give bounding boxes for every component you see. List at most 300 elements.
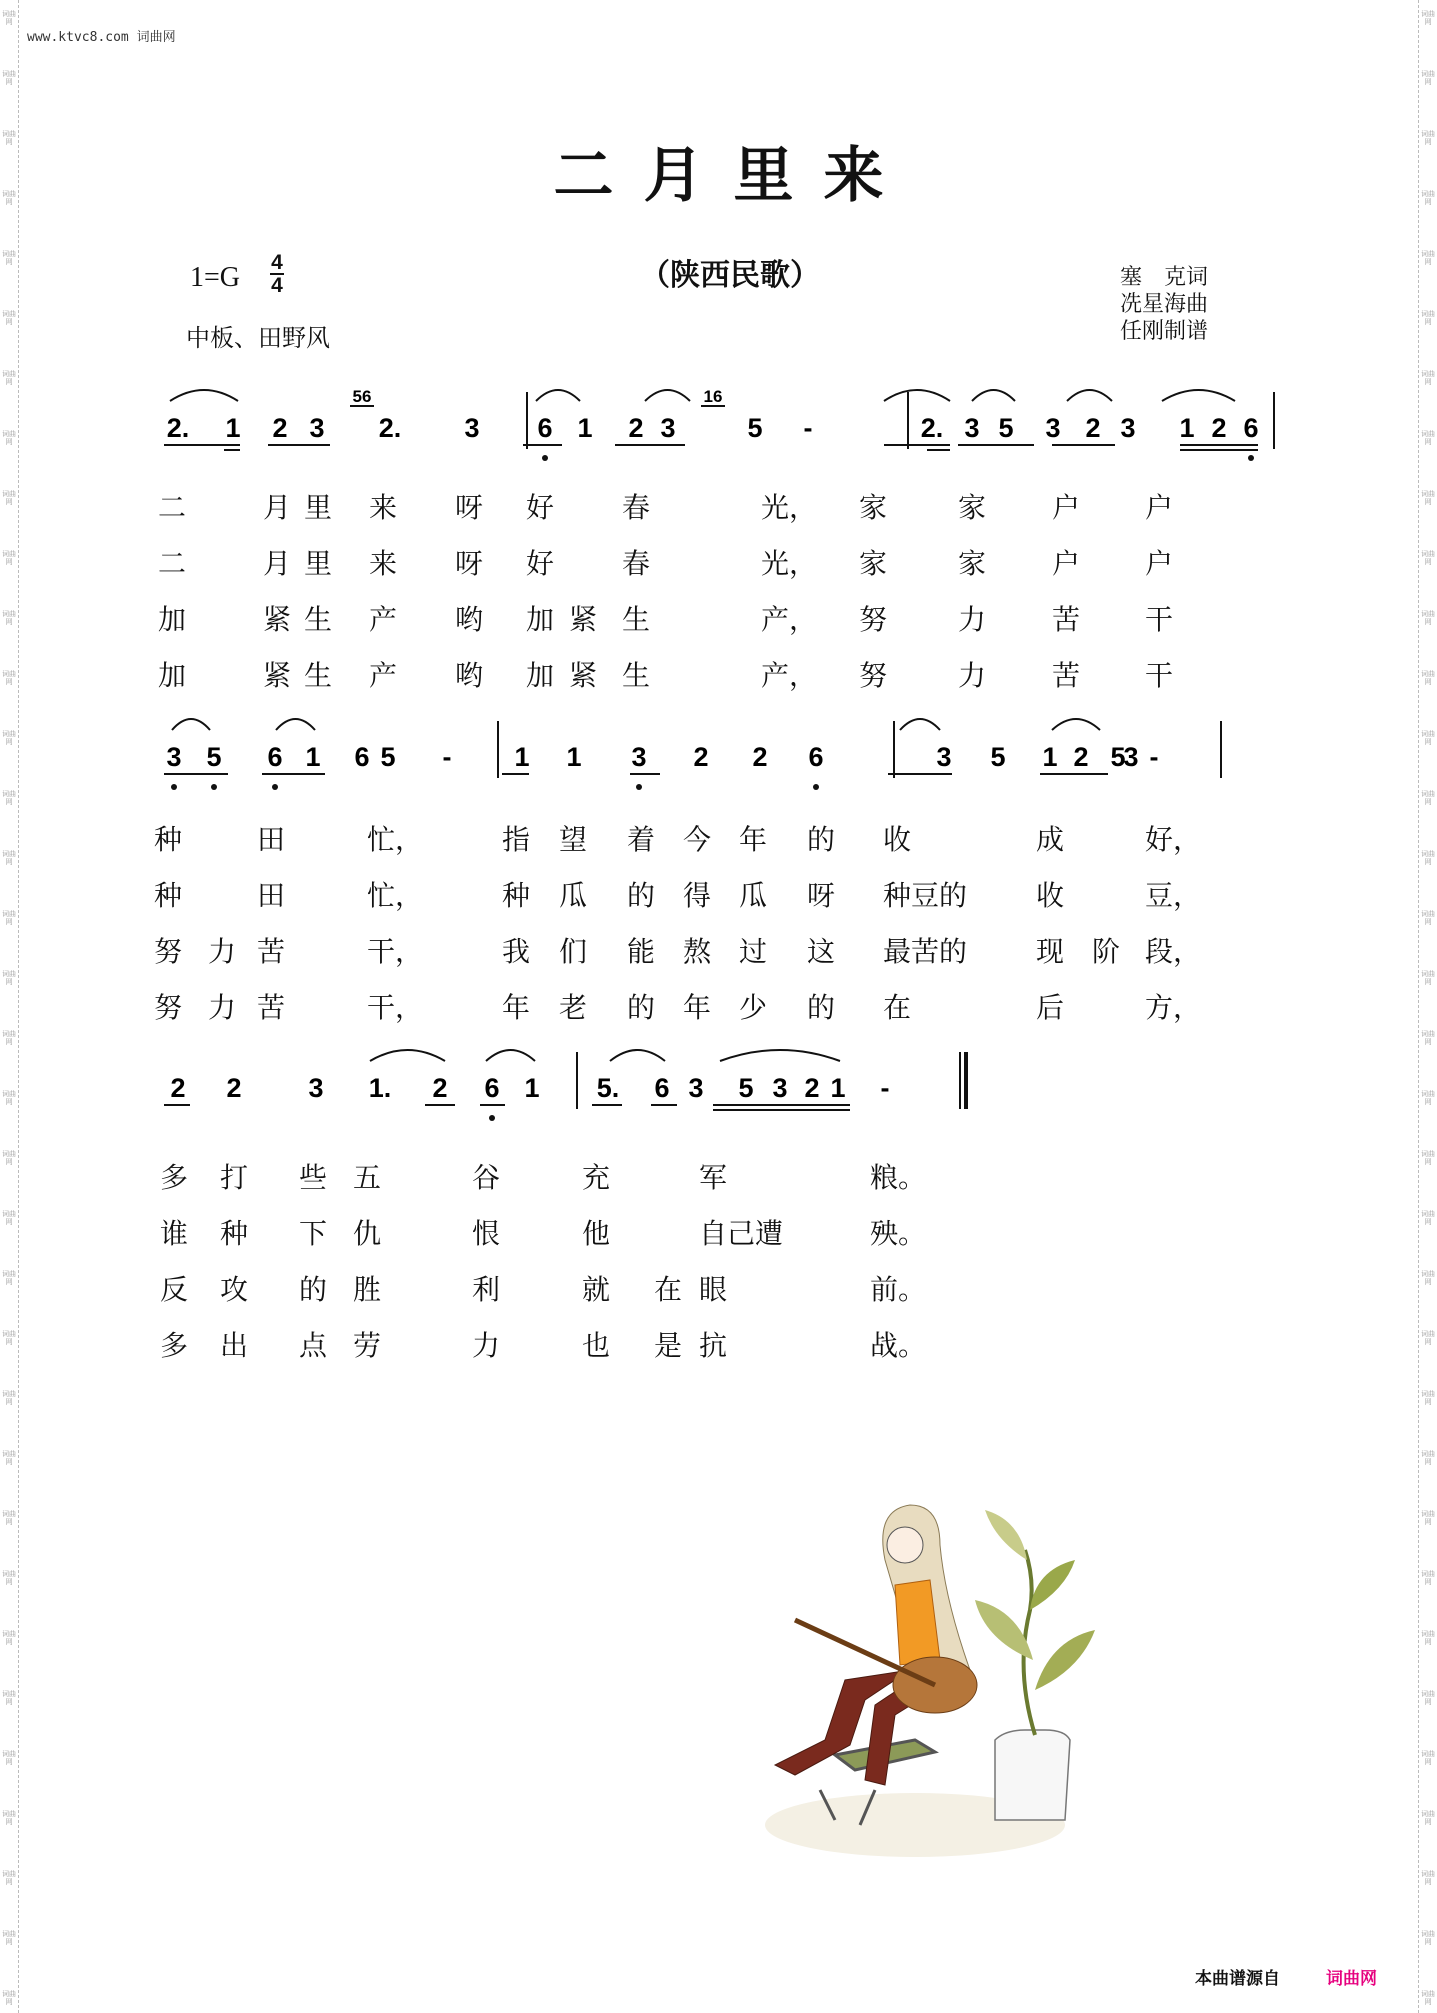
note: - <box>1149 742 1159 772</box>
side-watermark-text: 词曲网 <box>1421 490 1435 506</box>
slur-arc <box>486 1050 535 1061</box>
note: 1 <box>577 413 593 443</box>
side-watermark-text: 词曲网 <box>1421 310 1435 326</box>
side-watermark-text: 词曲网 <box>1421 250 1435 266</box>
side-watermark-text: 词曲网 <box>2 910 16 926</box>
lyric-word: 五 <box>353 1161 382 1194</box>
lyric-word: 种 <box>154 879 183 912</box>
lyric-word: 苦 <box>1052 603 1081 636</box>
lyric-word: 我 <box>502 935 531 968</box>
lyric-word: 生 <box>304 659 333 692</box>
octave-dot <box>813 784 819 790</box>
note: 1 <box>566 742 582 772</box>
lyric-word: 紧 <box>569 659 598 692</box>
side-watermark-text: 词曲网 <box>1421 1510 1435 1526</box>
side-watermark-text: 词曲网 <box>2 430 16 446</box>
tempo-marking: 中板、田野风 <box>186 324 330 352</box>
footer-brand: 词曲网 <box>1326 1969 1377 1989</box>
lyric-word: 也 <box>582 1329 611 1362</box>
side-watermark-text: 词曲网 <box>1421 1450 1435 1466</box>
lyric-word: 着 <box>627 823 656 856</box>
lyric-word: 战。 <box>870 1329 927 1362</box>
lyric-word: 光， <box>761 491 818 524</box>
side-watermark-text: 词曲网 <box>2 490 16 506</box>
note: 2 <box>628 413 644 443</box>
lyric-word: 苦 <box>257 991 286 1024</box>
lyric-word: 在 <box>883 991 912 1024</box>
lyric-word: 种 <box>502 879 531 912</box>
lyric-word: 紧 <box>569 603 598 636</box>
time-signature-bottom: 4 <box>271 274 283 297</box>
lyric-word: 来 <box>369 547 398 580</box>
note: 1 <box>225 413 241 443</box>
lyric-word: 力 <box>958 659 987 692</box>
side-watermark-text: 词曲网 <box>1421 550 1435 566</box>
note: 1 <box>1179 413 1195 443</box>
note: 2 <box>432 1073 448 1103</box>
note: 3 <box>772 1073 788 1103</box>
lyric-word: 得 <box>683 879 712 912</box>
note: 6 <box>267 742 283 772</box>
lyric-word: 努 <box>154 935 183 968</box>
lyric-word: 在 <box>654 1273 683 1306</box>
lyric-word: 力 <box>958 603 987 636</box>
key-signature: 1=G <box>190 262 241 293</box>
lyricist-credit: 塞 克词 <box>1120 265 1209 290</box>
lyric-word: 军 <box>699 1161 728 1194</box>
lyric-word: 生 <box>304 603 333 636</box>
slur-arc <box>610 1050 665 1061</box>
lyric-word: 望 <box>559 823 588 856</box>
note: 3 <box>166 742 182 772</box>
lyric-word: 干 <box>1145 659 1174 692</box>
note: 5 <box>747 413 763 443</box>
side-watermark-text: 词曲网 <box>2 1870 16 1886</box>
lyric-word: 月 <box>263 491 292 524</box>
note: 6 <box>537 413 553 443</box>
lyric-word: 最苦的 <box>883 935 968 968</box>
grace-notes: 16 <box>703 387 723 406</box>
note: 5. <box>596 1073 620 1103</box>
lyric-word: 二 <box>158 491 187 524</box>
note: - <box>803 413 813 443</box>
lyric-word: 户 <box>1052 491 1081 524</box>
lyric-word: 生 <box>622 603 651 636</box>
arranger-credit: 任刚制谱 <box>1120 319 1209 344</box>
lyric-word: 多 <box>160 1329 189 1362</box>
side-watermark-text: 词曲网 <box>2 1930 16 1946</box>
slur-arc <box>172 719 210 730</box>
lyric-word: 过 <box>739 935 768 968</box>
lyric-word: 户 <box>1145 547 1174 580</box>
note: 2 <box>804 1073 820 1103</box>
lyric-word: 后 <box>1036 991 1065 1024</box>
side-watermark-text: 词曲网 <box>2 70 16 86</box>
side-watermark-text: 词曲网 <box>2 1030 16 1046</box>
lyric-word: 产 <box>369 659 398 692</box>
lyric-word: 少 <box>739 991 768 1024</box>
side-watermark-text: 词曲网 <box>1421 970 1435 986</box>
lyric-word: 收 <box>883 823 912 856</box>
side-watermark-text: 词曲网 <box>2 1090 16 1106</box>
side-watermark-text: 词曲网 <box>2 670 16 686</box>
lyric-word: 方， <box>1145 991 1202 1024</box>
side-watermark-text: 词曲网 <box>2 850 16 866</box>
side-watermark-text: 词曲网 <box>2 190 16 206</box>
note: 5 <box>998 413 1014 443</box>
note: 5 <box>380 742 396 772</box>
lyric-word: 年 <box>502 991 531 1024</box>
side-watermark-text: 词曲网 <box>1421 910 1435 926</box>
slur-arc <box>972 390 1015 401</box>
octave-dot <box>489 1115 495 1121</box>
side-watermark-text: 词曲网 <box>1421 1750 1435 1766</box>
lyric-word: 紧 <box>263 603 292 636</box>
lyric-word: 田 <box>257 823 286 856</box>
side-watermark-text: 词曲网 <box>1421 1630 1435 1646</box>
side-watermark-text: 词曲网 <box>1421 190 1435 206</box>
slur-arc <box>1067 390 1112 401</box>
lyric-word: 多 <box>160 1161 189 1194</box>
side-watermark-text: 词曲网 <box>1421 730 1435 746</box>
side-watermark-text: 词曲网 <box>2 1750 16 1766</box>
lyric-word: 豆， <box>1145 879 1202 912</box>
lyric-word: 里 <box>304 491 333 524</box>
side-watermark-text: 词曲网 <box>1421 1210 1435 1226</box>
note: 2 <box>1085 413 1101 443</box>
lyric-word: 下 <box>299 1217 328 1250</box>
lyric-word: 前。 <box>870 1273 927 1306</box>
lyric-word: 们 <box>559 935 588 968</box>
lyric-word: 力 <box>472 1329 501 1362</box>
side-watermark-text: 词曲网 <box>2 130 16 146</box>
note: - <box>880 1073 890 1103</box>
slur-arc <box>536 390 580 401</box>
side-watermark-text: 词曲网 <box>2 610 16 626</box>
lyric-word: 他 <box>582 1217 611 1250</box>
octave-dot <box>171 784 177 790</box>
song-subtitle: （陕西民歌） <box>640 258 820 293</box>
lyric-word: 阶 <box>1092 935 1121 968</box>
note: 3 <box>688 1073 704 1103</box>
lyric-word: 家 <box>859 491 888 524</box>
lyric-word: 田 <box>257 879 286 912</box>
note: 6 <box>484 1073 500 1103</box>
note: 3 <box>631 742 647 772</box>
lyric-word: 呀 <box>455 547 484 580</box>
lyric-word: 胜 <box>353 1273 382 1306</box>
note: 1 <box>1042 742 1058 772</box>
lyric-word: 种 <box>220 1217 249 1250</box>
side-watermark-text: 词曲网 <box>2 1990 16 2006</box>
lyric-word: 成 <box>1036 823 1065 856</box>
lyric-word: 抗 <box>699 1329 728 1362</box>
lyric-word: 家 <box>958 547 987 580</box>
note: 1. <box>368 1073 392 1103</box>
composer-credit: 冼星海曲 <box>1120 292 1209 317</box>
lyric-word: 产 <box>369 603 398 636</box>
side-watermark-text: 词曲网 <box>2 1510 16 1526</box>
side-watermark-text: 词曲网 <box>2 1210 16 1226</box>
side-watermark-text: 词曲网 <box>2 250 16 266</box>
side-watermark-text: 词曲网 <box>1421 1810 1435 1826</box>
footer-source: 本曲谱源自 <box>1195 1969 1280 1989</box>
octave-dot <box>1248 455 1254 461</box>
side-watermark-text: 词曲网 <box>2 1450 16 1466</box>
lyric-word: 谷 <box>472 1161 501 1194</box>
lyric-word: 能 <box>627 935 656 968</box>
slur-arc <box>1052 719 1100 730</box>
side-watermark-text: 词曲网 <box>2 370 16 386</box>
lyric-word: 苦 <box>1052 659 1081 692</box>
side-watermark-text: 词曲网 <box>1421 1150 1435 1166</box>
octave-dot <box>542 455 548 461</box>
lyric-word: 力 <box>208 991 237 1024</box>
note: 6 <box>354 742 370 772</box>
lyric-word: 现 <box>1036 935 1065 968</box>
note: 5 <box>738 1073 754 1103</box>
note: 1 <box>830 1073 846 1103</box>
side-watermark-text: 词曲网 <box>1421 430 1435 446</box>
side-watermark-text: 词曲网 <box>1421 1570 1435 1586</box>
lyric-word: 苦 <box>257 935 286 968</box>
lyric-word: 忙， <box>367 879 424 912</box>
lyric-word: 出 <box>220 1329 249 1362</box>
lyric-word: 的 <box>627 991 656 1024</box>
note: 2 <box>1211 413 1227 443</box>
lyric-word: 好 <box>526 491 555 524</box>
lyric-word: 加 <box>158 659 187 692</box>
note: 6 <box>654 1073 670 1103</box>
lyric-word: 干， <box>367 935 424 968</box>
side-watermark-text: 词曲网 <box>2 1150 16 1166</box>
lyric-word: 眼 <box>699 1273 728 1306</box>
time-signature-top: 4 <box>271 251 283 274</box>
lyric-word: 干， <box>367 991 424 1024</box>
right-watermark-strip <box>1418 0 1437 2013</box>
lyric-word: 瓜 <box>739 879 768 912</box>
lyric-word: 里 <box>304 547 333 580</box>
lyric-word: 利 <box>472 1273 501 1306</box>
lyric-word: 的 <box>627 879 656 912</box>
note: 3 <box>964 413 980 443</box>
side-watermark-text: 词曲网 <box>2 730 16 746</box>
side-watermark-text: 词曲网 <box>1421 1990 1435 2006</box>
note: 1 <box>524 1073 540 1103</box>
side-watermark-text: 词曲网 <box>1421 1870 1435 1886</box>
slur-arc <box>645 390 690 401</box>
note: 6 <box>1243 413 1259 443</box>
slur-arc <box>720 1050 840 1061</box>
lyric-word: 就 <box>582 1273 611 1306</box>
slur-arc <box>900 719 940 730</box>
side-watermark-text: 词曲网 <box>1421 1090 1435 1106</box>
lyric-word: 这 <box>807 935 836 968</box>
lyric-word: 哟 <box>455 603 484 636</box>
note: 3 <box>1123 742 1139 772</box>
side-watermark-text: 词曲网 <box>1421 1330 1435 1346</box>
lyric-word: 忙， <box>367 823 424 856</box>
lyric-word: 好， <box>1145 823 1202 856</box>
side-watermark-text: 词曲网 <box>1421 1930 1435 1946</box>
lyric-word: 产， <box>761 603 818 636</box>
side-watermark-text: 词曲网 <box>1421 70 1435 86</box>
song-title: 二月里来 <box>553 141 914 211</box>
note: 3 <box>1120 413 1136 443</box>
grace-notes: 56 <box>352 387 372 406</box>
note: 2. <box>166 413 190 443</box>
lyric-word: 加 <box>526 659 555 692</box>
lyric-word: 加 <box>526 603 555 636</box>
lyric-word: 粮。 <box>870 1161 927 1194</box>
lyric-word: 的 <box>807 991 836 1024</box>
lyric-word: 充 <box>582 1161 611 1194</box>
side-watermark-text: 词曲网 <box>1421 1690 1435 1706</box>
lyric-word: 恨 <box>472 1217 501 1250</box>
side-watermark-text: 词曲网 <box>2 1570 16 1586</box>
lyric-word: 加 <box>158 603 187 636</box>
lyric-word: 户 <box>1052 547 1081 580</box>
lyric-word: 户 <box>1145 491 1174 524</box>
note: 5 <box>1110 742 1126 772</box>
note: 3 <box>309 413 325 443</box>
lyric-word: 的 <box>299 1273 328 1306</box>
lyric-word: 好 <box>526 547 555 580</box>
lyric-word: 家 <box>859 547 888 580</box>
side-watermark-text: 词曲网 <box>1421 1030 1435 1046</box>
note: 2 <box>693 742 709 772</box>
lyric-word: 谁 <box>160 1217 189 1250</box>
note: 2. <box>920 413 944 443</box>
side-watermark-text: 词曲网 <box>1421 850 1435 866</box>
lyric-word: 干 <box>1145 603 1174 636</box>
note: 2 <box>1073 742 1089 772</box>
side-watermark-text: 词曲网 <box>1421 670 1435 686</box>
lyric-word: 熬 <box>683 935 712 968</box>
lyric-word: 春 <box>622 491 651 524</box>
side-watermark-text: 词曲网 <box>1421 130 1435 146</box>
site-watermark: www.ktvc8.com 词曲网 <box>27 30 176 45</box>
note: 3 <box>464 413 480 443</box>
lyric-word: 月 <box>263 547 292 580</box>
lyric-word: 指 <box>502 823 531 856</box>
lyric-word: 光， <box>761 547 818 580</box>
slur-arc <box>276 719 315 730</box>
note: 5 <box>990 742 1006 772</box>
note: 2 <box>752 742 768 772</box>
side-watermark-text: 词曲网 <box>1421 370 1435 386</box>
lyric-word: 仇 <box>353 1217 382 1250</box>
lyric-word: 段， <box>1145 935 1202 968</box>
side-watermark-text: 词曲网 <box>2 970 16 986</box>
time-signature <box>270 252 284 296</box>
lyric-word: 努 <box>859 603 888 636</box>
lyric-word: 打 <box>220 1161 249 1194</box>
lyric-word: 年 <box>683 991 712 1024</box>
lyric-word: 的 <box>807 823 836 856</box>
lyric-word: 种豆的 <box>883 879 968 912</box>
side-watermark-text: 词曲网 <box>2 550 16 566</box>
side-watermark-text: 词曲网 <box>2 310 16 326</box>
side-watermark-text: 词曲网 <box>1421 1390 1435 1406</box>
lyric-word: 家 <box>958 491 987 524</box>
lyric-word: 种 <box>154 823 183 856</box>
left-watermark-strip <box>0 0 19 2013</box>
note: 3 <box>936 742 952 772</box>
side-watermark-text: 词曲网 <box>1421 610 1435 626</box>
side-watermark-text: 词曲网 <box>2 10 16 26</box>
lyric-word: 劳 <box>353 1329 382 1362</box>
lyric-word: 殃。 <box>870 1217 927 1250</box>
lyric-word: 生 <box>622 659 651 692</box>
lyric-word: 呀 <box>455 491 484 524</box>
note: 2 <box>272 413 288 443</box>
side-watermark-text: 词曲网 <box>2 790 16 806</box>
side-watermark-text: 词曲网 <box>1421 790 1435 806</box>
credits <box>1120 264 1208 345</box>
side-watermark-text: 词曲网 <box>1421 10 1435 26</box>
note: 2 <box>226 1073 242 1103</box>
lyric-word: 是 <box>654 1329 683 1362</box>
note: 6 <box>808 742 824 772</box>
side-watermark-text: 词曲网 <box>2 1270 16 1286</box>
lyric-word: 努 <box>859 659 888 692</box>
side-watermark-text: 词曲网 <box>2 1330 16 1346</box>
lyric-word: 力 <box>208 935 237 968</box>
lyric-word: 攻 <box>220 1273 249 1306</box>
note: 1 <box>514 742 530 772</box>
slur-arc <box>1162 390 1235 401</box>
lyric-word: 来 <box>369 491 398 524</box>
slur-arc <box>170 390 238 401</box>
note: 1 <box>305 742 321 772</box>
lyric-word: 今 <box>683 823 712 856</box>
note: 3 <box>660 413 676 443</box>
side-watermark-text: 词曲网 <box>2 1630 16 1646</box>
slur-arc <box>884 390 950 401</box>
side-watermark-text: 词曲网 <box>2 1690 16 1706</box>
guitarist-illustration <box>735 1490 1115 1870</box>
side-watermark-text: 词曲网 <box>1421 1270 1435 1286</box>
lyric-word: 瓜 <box>559 879 588 912</box>
note: 2. <box>378 413 402 443</box>
slur-arc <box>370 1050 445 1061</box>
lyric-word: 年 <box>739 823 768 856</box>
lyric-word: 点 <box>299 1329 328 1362</box>
lyric-word: 老 <box>559 991 588 1024</box>
octave-dot <box>636 784 642 790</box>
lyric-word: 产， <box>761 659 818 692</box>
lyric-word: 自己遭 <box>699 1217 784 1250</box>
lyric-word: 努 <box>154 991 183 1024</box>
note: 5 <box>206 742 222 772</box>
note: 3 <box>1045 413 1061 443</box>
note: - <box>442 742 452 772</box>
footer <box>1195 1964 1377 1989</box>
lyric-word: 呀 <box>807 879 836 912</box>
octave-dot <box>211 784 217 790</box>
lyric-word: 哟 <box>455 659 484 692</box>
side-watermark-text: 词曲网 <box>2 1810 16 1826</box>
lyric-word: 收 <box>1036 879 1065 912</box>
lyric-word: 春 <box>622 547 651 580</box>
side-watermark-text: 词曲网 <box>2 1390 16 1406</box>
note: 2 <box>170 1073 186 1103</box>
lyric-word: 反 <box>160 1273 189 1306</box>
lyric-word: 些 <box>299 1161 328 1194</box>
lyric-word: 紧 <box>263 659 292 692</box>
lyric-word: 二 <box>158 547 187 580</box>
